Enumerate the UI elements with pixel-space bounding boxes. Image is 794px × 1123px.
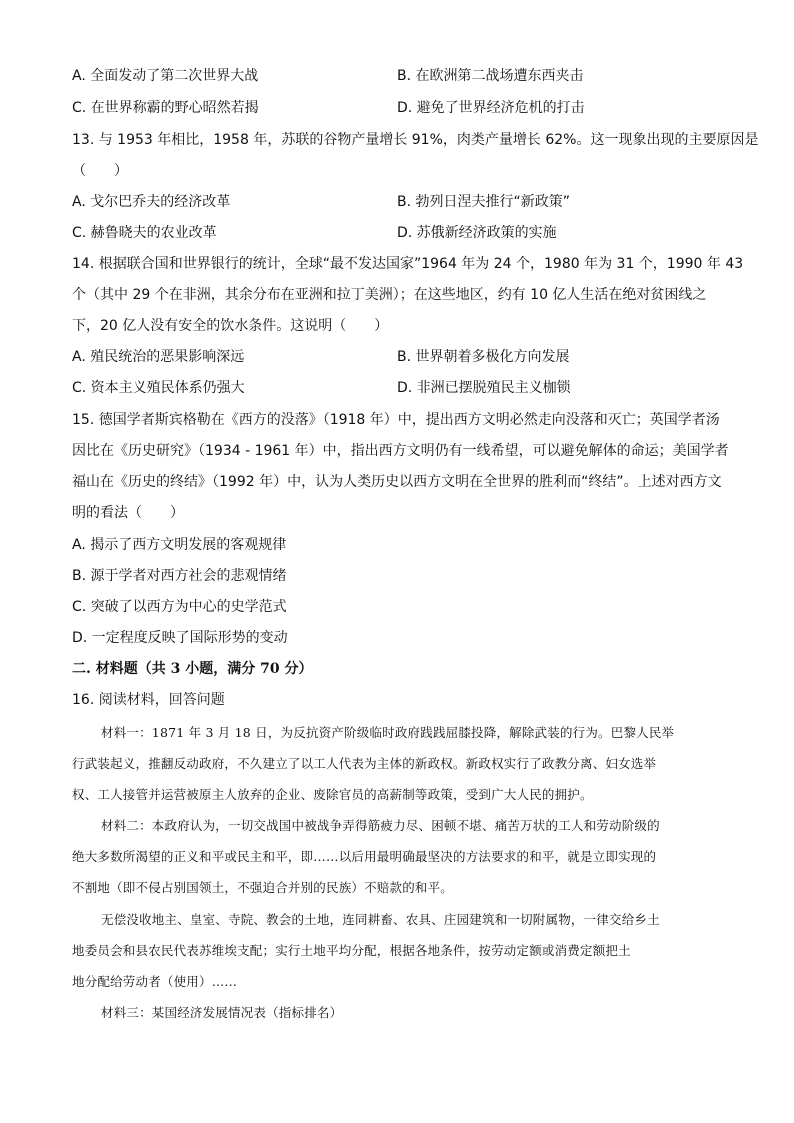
material-2-line-3: 不割地（即不侵占别国领土，不强迫合并别的民族）不赔款的和平。: [72, 880, 454, 895]
material-2b-line-3: 地分配给劳动者（使用）……: [72, 974, 238, 989]
material-1-line-1: 材料一：1871 年 3 月 18 日，为反抗资产阶级临时政府践践屈膝投降，解除武装的行为。巴黎人民举: [101, 725, 675, 740]
material-2-line-2: 绝大多数所渴望的正义和平或民主和平，即……以后用最明确最坚决的方法要求的和平，就是立即实现的: [72, 849, 657, 864]
material-2b-line-1: 无偿没收地主、皇室、寺院、教会的土地，连同耕畜、农具、庄园建筑和一切附属物，一律交给乡土: [101, 912, 660, 927]
section-heading: 二. 材料题（共 3 小题，满分 70 分）: [72, 661, 313, 677]
q13-option-b: B. 勃列日涅夫推行“新政策”: [397, 194, 571, 210]
q14-stem-line-3: 下，20 亿人没有安全的饮水条件。这说明（ ）: [72, 318, 389, 334]
q12-option-d: D. 避免了世界经济危机的打击: [397, 100, 585, 116]
q14-option-a: A. 殖民统治的恶果影响深远: [72, 349, 245, 365]
q12-option-c: C. 在世界称霸的野心昭然若揭: [72, 100, 259, 116]
q15-stem-line-2: 因比在《历史研究》（1934 - 1961 年）中，指出西方文明仍有一线希望，可以避免解体的命运；美国学者: [72, 443, 729, 459]
q13-option-d: D. 苏俄新经济政策的实施: [397, 225, 557, 241]
q14-stem-line-2: 个（其中 29 个在非洲，其余分布在亚洲和拉丁美洲）；在这些地区，约有 10 亿人生活在绝对贫困线之: [72, 287, 707, 303]
q14-option-c: C. 资本主义殖民体系仍强大: [72, 380, 245, 396]
q15-stem-line-3: 福山在《历史的终结》（1992 年）中，认为人类历史以西方文明在全世界的胜利而“终结”。上述对西方文: [72, 474, 722, 490]
q13-option-c: C. 赫鲁晓夫的农业改革: [72, 225, 217, 241]
material-1-line-2: 行武装起义，推翻反动政府，不久建立了以工人代表为主体的新政权。新政权实行了政教分离、妇女选举: [72, 756, 657, 771]
q14-stem-line-1: 14. 根据联合国和世界银行的统计，全球“最不发达国家”1964 年为 24 个，1980 年为 31 个，1990 年 43: [72, 256, 744, 272]
q13-stem-bracket: （ ）: [72, 163, 128, 179]
material-3-title: 材料三：某国经济发展情况表（指标排名）: [101, 1005, 343, 1020]
material-2-line-1: 材料二：本政府认为，一切交战国中被战争弄得筋疲力尽、困顿不堪、痛苦万状的工人和劳动阶级的: [101, 818, 660, 833]
q15-option-d: D. 一定程度反映了国际形势的变动: [72, 630, 288, 646]
q15-stem-line-1: 15. 德国学者斯宾格勒在《西方的没落》（1918 年）中，提出西方文明必然走向没落和灭亡；英国学者汤: [72, 412, 720, 428]
q14-option-d: D. 非洲已摆脱殖民主义枷锁: [397, 380, 571, 396]
q12-option-b: B. 在欧洲第二战场遭东西夹击: [397, 68, 584, 84]
material-1-line-3: 权、工人接管并运营被原主人放弃的企业、废除官员的高薪制等政策，受到广大人民的拥护。: [72, 787, 593, 802]
q13-option-a: A. 戈尔巴乔夫的经济改革: [72, 194, 231, 210]
q13-stem: 13. 与 1953 年相比，1958 年，苏联的谷物产量增长 91%，肉类产量增长 62%。这一现象出现的主要原因是: [72, 132, 759, 148]
q15-option-c: C. 突破了以西方为中心的史学范式: [72, 599, 287, 615]
q16-stem: 16. 阅读材料，回答问题: [72, 692, 225, 708]
material-2b-line-2: 地委员会和县农民代表苏维埃支配；实行土地平均分配，根据各地条件，按劳动定额或消费定额把土: [72, 943, 631, 958]
q14-option-b: B. 世界朝着多极化方向发展: [397, 349, 570, 365]
q15-stem-line-4: 明的看法（ ）: [72, 505, 184, 521]
q15-option-b: B. 源于学者对西方社会的悲观情绪: [72, 568, 287, 584]
q12-option-a: A. 全面发动了第二次世界大战: [72, 68, 259, 84]
q15-option-a: A. 揭示了西方文明发展的客观规律: [72, 537, 287, 553]
